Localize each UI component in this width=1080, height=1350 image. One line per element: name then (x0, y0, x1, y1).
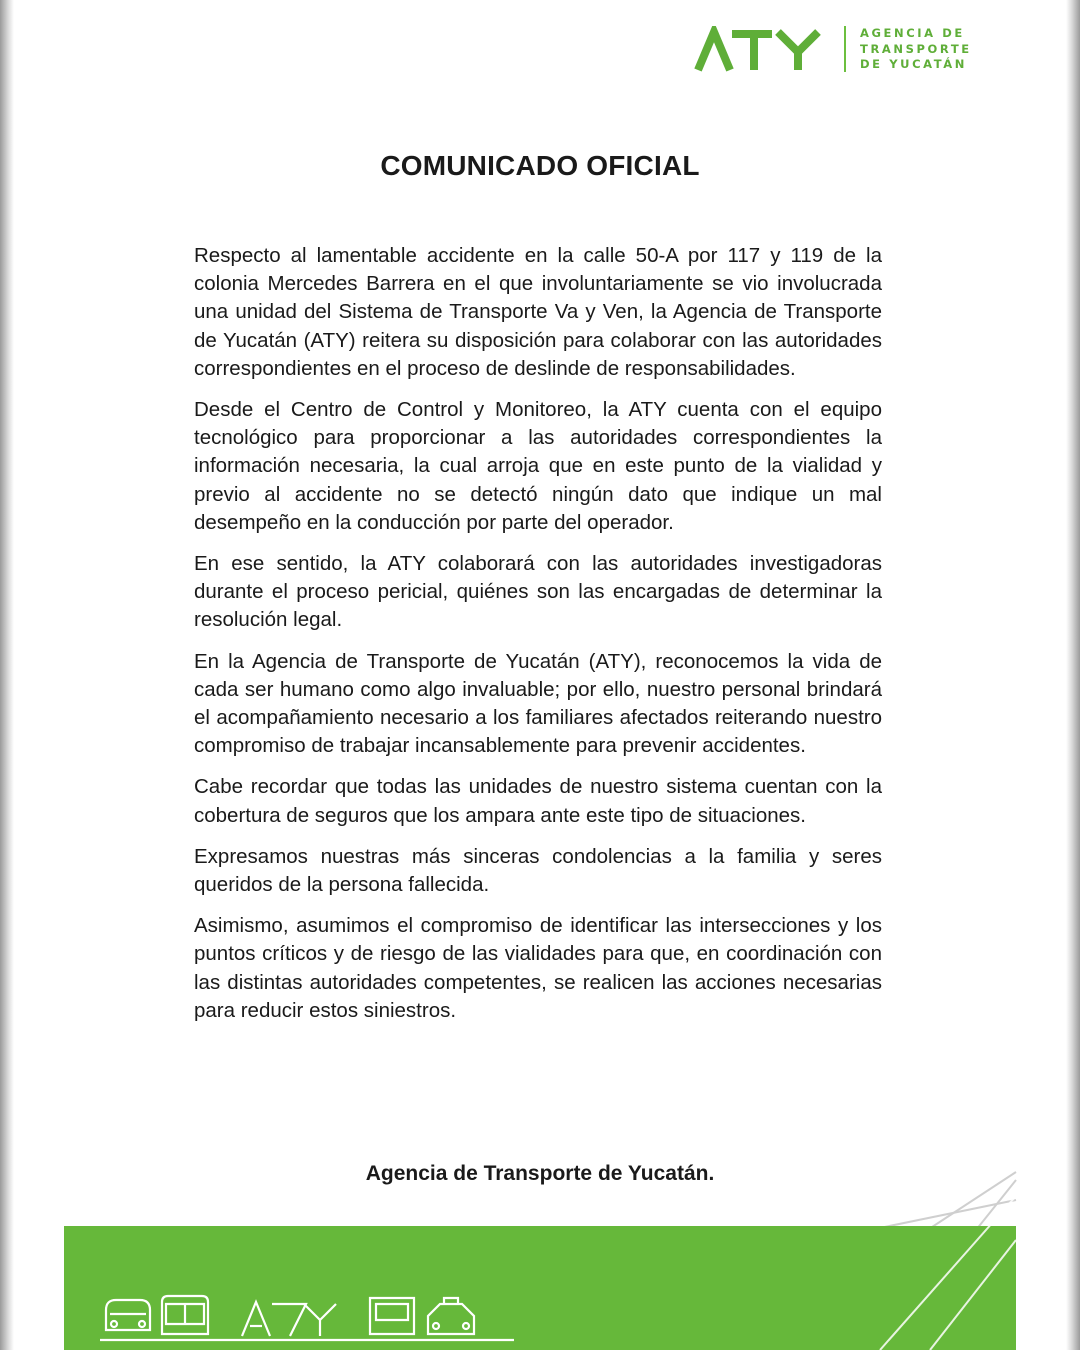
footer-aty-icon (242, 1302, 336, 1336)
car-icon (106, 1300, 150, 1330)
bus-icon (162, 1296, 208, 1334)
agency-line-3: DE YUCATÁN (860, 57, 967, 71)
paragraph-4: En la Agencia de Transporte de Yucatán (ATY), reconocemos la vida de cada ser humano como algo invaluable; por ello, nuestro personal brindará el acompañamiento necesario a los familiares afectados reiterando nuestro compromiso de trabajar incansablemente para prevenir accidentes. (194, 649, 882, 758)
taxi-icon (428, 1298, 474, 1334)
paragraph-6: Expresamos nuestras más sinceras condolencias a la familia y seres queridos de la persona fallecida. (194, 844, 882, 897)
signature: Agencia de Transporte de Yucatán. (365, 1162, 715, 1185)
footer-icons-row (100, 1294, 520, 1342)
agency-line-1: AGENCIA DE (860, 26, 965, 40)
document-title: COMUNICADO OFICIAL (380, 150, 700, 181)
paragraph-7: Asimismo, asumimos el compromiso de identificar las intersecciones y los puntos críticos y de riesgo de las vialidades para que, en coordinación con las distintas autoridades competentes, se realicen las acciones necesarias para reducir estos siniestros. (194, 914, 882, 1022)
agency-line-2: TRANSPORTE (860, 41, 972, 56)
paragraph-1: Respecto al lamentable accidente en la calle 50-A por 117 y 119 de la colonia Mercedes Barrera en el que involuntariamente se vio involucrada una unidad del Sistema de Transporte Va y Ven, la Agencia de Transporte de Yucatán (ATY) reitera su disposición para colaborar con las autoridades correspondientes en el proceso de deslinde de responsabilidades. (194, 244, 882, 380)
bus-side-icon (370, 1298, 414, 1334)
paragraph-2: Desde el Centro de Control y Monitoreo, la ATY cuenta con el equipo tecnológico para proporcionar a las autoridades correspondientes la información necesaria, la cual arroja que en este punto de la vialidad y previo al accidente no se detectó ningún dato que indique un mal desempeño en la conducción por parte del operador. (194, 398, 882, 534)
paragraph-3: En ese sentido, la ATY colaborará con las autoridades investigadoras durante el proceso pericial, quiénes son las encargadas de determinar la resolución legal. (194, 552, 882, 632)
paragraph-5: Cabe recordar que todas las unidades de nuestro sistema cuentan con la cobertura de seguros que los ampara ante este tipo de situaciones. (194, 775, 882, 827)
